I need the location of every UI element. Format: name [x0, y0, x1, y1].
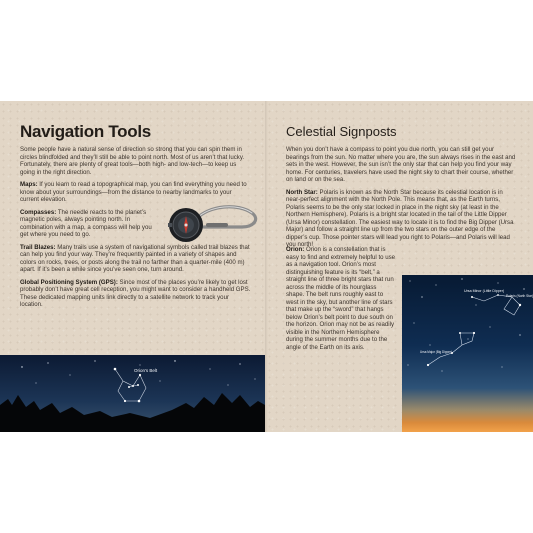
gps-lead: Global Positioning System (GPS):	[20, 278, 118, 286]
label-polaris: Polaris (North Star)	[506, 294, 533, 298]
north-star-paragraph	[286, 189, 516, 249]
right-page-title: Celestial Signposts	[286, 124, 397, 139]
intro-paragraph: Some people have a natural sense of direction so strong that you can spin them in circles blindfolded and they’ll still be able to point north. Most of us aren’t that lucky. Fortunately, there are plenty of great tools—both high- and low-tech—to keep us going in the right direction.	[20, 146, 245, 176]
book-spread	[0, 101, 533, 432]
gutter	[265, 101, 268, 432]
celestial-intro: When you don’t have a compass to point you due north, you can still get your bearings from the sun. No matter where you are, the sun always rises in the east and sets in the west. However, the sun isn’t the only star that can help you find your way home. For centuries, travelers have used the night sky to chart their course, whether on land or on the sea.	[286, 146, 516, 183]
trail-blazes-text: Many trails use a system of navigational symbols called trail blazes that can help you find your way. They’re frequently painted in a variety of shapes and colors on rocks, trees, or posts along the trail no farther than a quarter-mile (400 m) apart. If it’s been a while since you’ve seen one, turn around.	[20, 243, 250, 273]
gps-text: Since most of the places you’re likely to get lost probably don’t have great cell reception, you might want to consider a handheld GPS. These dedicated mapping units link directly to a satellite network to track your location.	[20, 278, 251, 308]
trail-blazes-lead: Trail Blazes:	[20, 243, 56, 251]
orion-photo-left	[0, 355, 265, 432]
orion-text: Orion is a constellation that is easy to find and extremely helpful to use as a navigation tool. Orion’s most distinguishing feature is its “belt,” a straight line of three bright stars that run across the middle of its hourglass shape. The belt runs roughly east to west in the sky, but another line of stars that make up the “sword” that hangs below Orion’s belt point to due south on the horizon. Orion may not be as readily visible in the Northern Hemisphere during the summer months due to the angle of the Earth on its axis.	[286, 246, 396, 351]
dipper-night-sky-photo	[402, 275, 533, 432]
north-star-text: Polaris is known as the North Star because its celestial location is in near-perfect alignment with the North Pole. This means that, as the Earth turns, Polaris seems to be the only star locked in place in the night sky (at least in the Northern Hemisphere). Polaris is a bright star located in the tail of the Little Dipper (Ursa Minor) constellation. The easiest way to locate it is to find the Big Dipper (Ursa Major) and follow a straight line up from the two stars on the outer edge of the dipper’s cup. Those pointer stars will lead you right to Polaris—and Polaris will lead you north!	[286, 188, 514, 248]
maps-lead: Maps:	[20, 181, 38, 188]
orion-column-text	[286, 246, 396, 356]
north-star-lead: North Star:	[286, 188, 318, 196]
left-page-title: Navigation Tools	[20, 122, 151, 141]
compasses-text: The needle reacts to the planet’s magnetic poles, always pointing north. In combination with a map, a compass will help you get where you need to go.	[20, 208, 152, 238]
orions-belt-label: Orion’s Belt	[134, 368, 158, 373]
maps-text: If you learn to read a topographical map, you can find everything you need to know about your surroundings—from the distance to nearby landmarks to your current elevation.	[20, 181, 247, 203]
compasses-paragraph	[20, 209, 152, 239]
right-column-top-text	[286, 146, 516, 254]
compasses-lead: Compasses:	[20, 208, 57, 216]
orion-lead: Orion:	[286, 246, 305, 253]
label-little-dipper: Ursa Minor (Little Dipper)	[464, 289, 505, 293]
gps-paragraph	[20, 279, 252, 309]
label-big-dipper: Ursa Major (Big Dipper)	[420, 350, 452, 354]
compass-carabiner-image	[156, 193, 260, 249]
orion-paragraph	[286, 246, 396, 351]
